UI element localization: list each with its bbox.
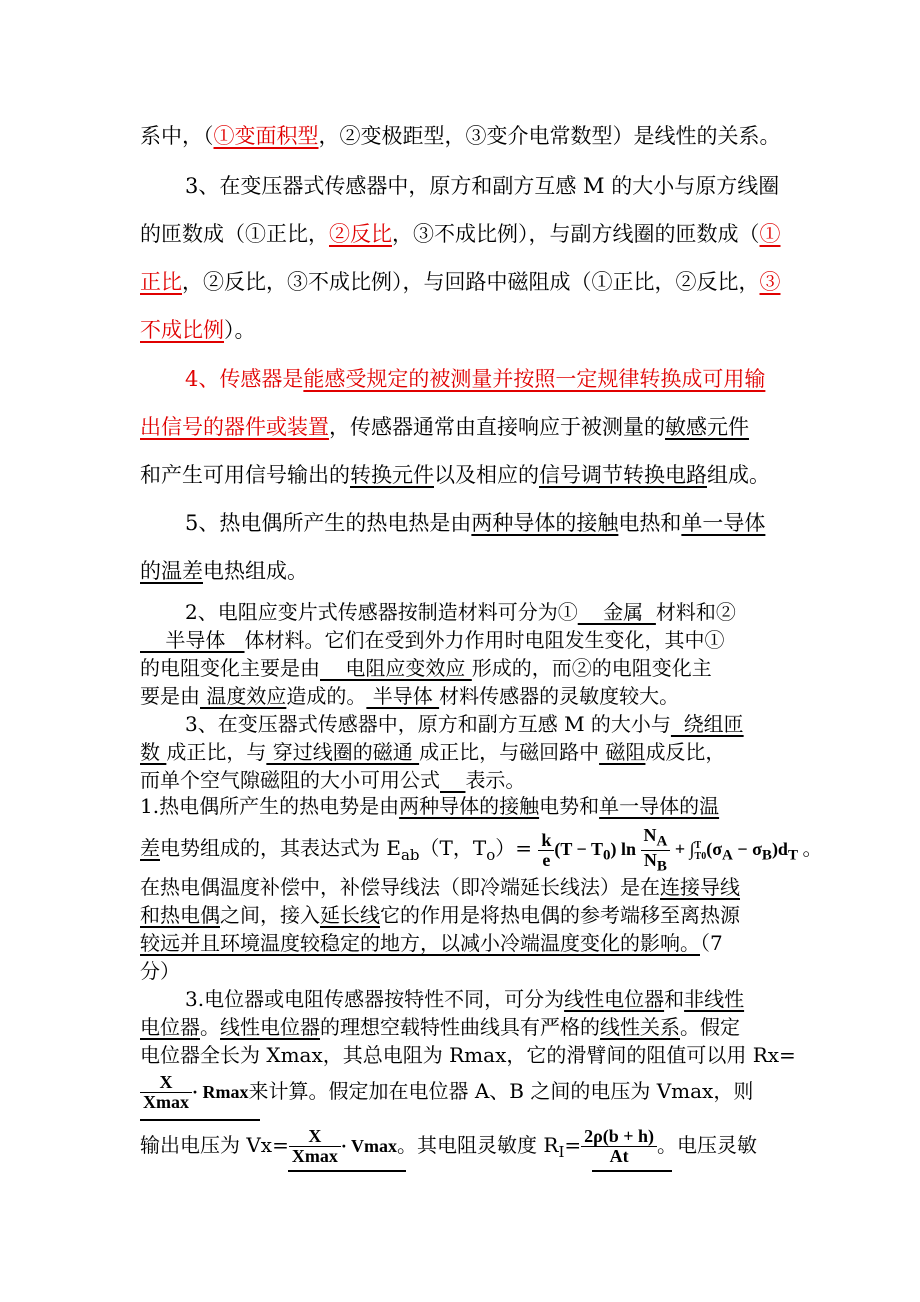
text: = xyxy=(564,1133,582,1157)
line-18 xyxy=(140,792,719,820)
text: − σ xyxy=(732,838,762,859)
numerator: X xyxy=(140,1073,192,1093)
answer-text: ① xyxy=(759,222,781,246)
blank-answer: 温度效应 xyxy=(200,684,287,708)
text: 3.电位器或电阻传感器按特性不同，可分为 xyxy=(185,987,565,1011)
text: 系中，（ xyxy=(140,124,214,148)
upper-limit: T xyxy=(694,839,702,851)
text: （7 xyxy=(700,931,723,955)
text: ）。 xyxy=(224,318,256,342)
answer-text: 敏感元件 xyxy=(665,415,749,439)
text: 1.热电偶所产生的热电势是由 xyxy=(140,794,400,818)
line-8 xyxy=(140,461,770,489)
subscript: T xyxy=(787,847,798,864)
subscript: o xyxy=(486,845,496,864)
line-12 xyxy=(140,626,725,654)
answer-text: 差 xyxy=(140,835,160,860)
denominator: e xyxy=(542,850,551,871)
answer-text: 非线性 xyxy=(684,987,745,1011)
answer-text: 线性关系 xyxy=(600,1015,680,1039)
lower-limit: T0 xyxy=(694,850,707,862)
answer-text: 信号调节转换电路 xyxy=(539,463,707,487)
answer-text: ①变面积型 xyxy=(213,124,319,148)
text: 。电压灵敏 xyxy=(657,1133,758,1157)
fraction-k-e xyxy=(538,831,554,870)
answer-text: 出信号的器件或装置 xyxy=(140,415,329,439)
text: 组成。 xyxy=(707,463,770,487)
text: 的匝数成（①正比， xyxy=(140,222,329,246)
line-17 xyxy=(140,766,525,794)
line-27-formula xyxy=(140,1071,753,1112)
fraction-na-nb xyxy=(641,826,671,876)
text: 4、传感器是 xyxy=(185,367,304,391)
blank-answer: 穿过线圈的磁通 xyxy=(266,740,420,764)
line-21 xyxy=(140,901,740,929)
text: ，③不成比例），与副方线圈的匝数成（ xyxy=(392,222,760,246)
denominator: Xmax xyxy=(291,1146,338,1166)
answer-text: 延长线 xyxy=(320,903,380,927)
text: 材料传感器的灵敏度较大。 xyxy=(439,684,680,708)
text: 的电阻变化主要是由 xyxy=(140,656,320,680)
answer-text: 单一导体 xyxy=(681,511,766,535)
line-19-formula xyxy=(140,825,823,875)
text: 和 xyxy=(664,987,685,1011)
line-6 xyxy=(185,365,765,393)
text: 成反比， xyxy=(645,740,726,764)
blank-answer: 电阻应变效应 xyxy=(320,656,472,680)
blank-answer: 数 xyxy=(140,740,167,764)
blank-answer xyxy=(440,768,465,792)
text: ，②反比，③不成比例），与回路中磁阻成（①正比，②反比， xyxy=(182,270,760,294)
text: 2、电阻应变片式传感器按制造材料可分为① xyxy=(185,600,578,624)
text: 3、在变压器式传感器中，原方和副方互感 M 的大小与原方线圈 xyxy=(185,174,780,198)
text: 来计算。假定加在电位器 A、B 之间的电压为 Vmax，则 xyxy=(248,1079,754,1103)
text: 体材料。它们在受到外力作用时电阻发生变化，其中① xyxy=(244,628,725,652)
line-9 xyxy=(185,509,765,537)
answer-text: ③ xyxy=(759,270,781,294)
integral-sign: + ∫ xyxy=(670,838,695,859)
fraction-sensitivity xyxy=(581,1127,657,1166)
text: 输出电压为 Vx= xyxy=(140,1133,289,1157)
answer-text: 电位器 xyxy=(140,1015,200,1039)
text: 形成的，而②的电阻变化主 xyxy=(471,656,712,680)
text: 之间，接入 xyxy=(220,903,320,927)
text: 的理想空载特性曲线具有严格的 xyxy=(320,1015,600,1039)
line-3 xyxy=(140,220,781,248)
denominator: At xyxy=(609,1146,629,1166)
text: 。其电阻灵敏度 R xyxy=(397,1133,559,1157)
blank-answer: 金属 xyxy=(577,600,656,624)
text: 造成的。 xyxy=(286,684,367,708)
text: 电热组成。 xyxy=(203,559,308,583)
line-7 xyxy=(140,413,749,441)
text: 和产生可用信号输出的 xyxy=(140,463,350,487)
integral-limits xyxy=(695,840,707,862)
text: 成正比，与 xyxy=(166,740,267,764)
text: 以及相应的 xyxy=(434,463,539,487)
text: （T，T xyxy=(419,835,487,860)
answer-text: 能感受规定的被测量并按照一定规律转换成可用输 xyxy=(303,367,766,391)
line-16 xyxy=(140,738,725,766)
fraction-x-xmax xyxy=(140,1073,192,1112)
answer-text: 两种导体的接触 xyxy=(399,794,540,818)
blank-answer: 绕组匝 xyxy=(670,712,744,736)
line-14 xyxy=(140,682,679,710)
subscript: B xyxy=(761,847,772,864)
text: 。 xyxy=(802,835,823,860)
answer-text: 和热电偶 xyxy=(140,903,220,927)
text: 3、在变压器式传感器中，原方和副方互感 M 的大小与 xyxy=(185,712,671,736)
answer-text: 正比 xyxy=(140,270,182,294)
text: 它的作用是将热电偶的参考端移至离热源 xyxy=(380,903,740,927)
text: )d xyxy=(771,838,788,859)
subscript: A xyxy=(722,847,733,864)
line-10 xyxy=(140,557,308,585)
text: N xyxy=(643,850,657,871)
answer-text: 连接导线 xyxy=(660,875,740,899)
blank-answer: 半导体 xyxy=(140,628,245,652)
text: 成正比，与磁回路中 xyxy=(419,740,600,764)
answer-text: 的温差 xyxy=(140,559,203,583)
line-25 xyxy=(140,1013,740,1041)
answer-text: ②反比 xyxy=(329,222,392,246)
text: 。 xyxy=(200,1015,220,1039)
text: (T − T xyxy=(554,838,603,859)
numerator: k xyxy=(538,831,554,851)
answer-underline xyxy=(140,1119,260,1121)
text: 在热电偶温度补偿中，补偿导线法（即冷端延长线法）是在 xyxy=(140,875,660,899)
line-1 xyxy=(140,122,781,150)
text: 要是由 xyxy=(140,684,200,708)
answer-text: 单一导体的温 xyxy=(599,794,720,818)
line-5 xyxy=(140,316,256,344)
text: 。假定 xyxy=(680,1015,740,1039)
text: ，②变极距型，③变介电常数型）是线性的关系。 xyxy=(318,124,781,148)
line-15 xyxy=(185,710,744,738)
text: 电热和 xyxy=(618,511,682,535)
text: N xyxy=(643,825,657,845)
fraction-x-xmax xyxy=(289,1127,341,1166)
answer-text: 较远并且环境温度较稳定的地方，以减小冷端温度变化的影响。 xyxy=(140,931,700,955)
answer-underline xyxy=(288,1170,406,1172)
text: (σ xyxy=(706,838,723,859)
answer-underline xyxy=(592,1170,672,1172)
text: 表示。 xyxy=(465,768,526,792)
text: 分） xyxy=(140,959,180,983)
line-22 xyxy=(140,929,723,957)
line-11 xyxy=(185,598,736,626)
answer-text: 线性电位器 xyxy=(220,1015,320,1039)
blank-answer: 半导体 xyxy=(366,684,440,708)
blank-answer: 磁阻 xyxy=(599,740,646,764)
text: ) ln xyxy=(610,838,641,859)
answer-text: 线性电位器 xyxy=(564,987,665,1011)
line-24 xyxy=(185,985,744,1013)
line-23 xyxy=(140,957,180,985)
line-26 xyxy=(140,1041,796,1069)
thermocouple-formula xyxy=(538,825,802,875)
formula-term: · Rmax xyxy=(192,1082,249,1102)
line-28-formula xyxy=(140,1125,757,1172)
text: 电势和 xyxy=(539,794,600,818)
text: 材料和② xyxy=(655,600,736,624)
subscript: B xyxy=(656,858,667,875)
text: ）= xyxy=(495,835,532,860)
answer-text: 不成比例 xyxy=(140,318,224,342)
line-20 xyxy=(140,873,740,901)
text: 5、热电偶所产生的热电热是由 xyxy=(185,511,472,535)
numerator: X xyxy=(289,1127,341,1147)
line-4 xyxy=(140,268,781,296)
text: 电势组成的，其表达式为 E xyxy=(160,835,401,860)
line-2 xyxy=(185,172,779,200)
line-13 xyxy=(140,654,712,682)
denominator: Xmax xyxy=(143,1092,189,1112)
numerator: 2ρ(b + h) xyxy=(581,1127,657,1147)
answer-text: 两种导体的接触 xyxy=(471,511,619,535)
formula-term: · Vmax xyxy=(340,1136,398,1156)
numerator xyxy=(641,826,671,851)
subscript: A xyxy=(656,833,668,850)
text: 电位器全长为 Xmax，其总电阻为 Rmax，它的滑臂间的阻值可以用 Rx= xyxy=(140,1043,796,1067)
subscript: I xyxy=(558,1143,565,1161)
answer-text: 转换元件 xyxy=(350,463,434,487)
subscript: 0 xyxy=(603,847,611,864)
subscript: ab xyxy=(400,845,420,864)
text: 而单个空气隙磁阻的大小可用公式 xyxy=(140,768,440,792)
text: ，传感器通常由直接响应于被测量的 xyxy=(329,415,665,439)
